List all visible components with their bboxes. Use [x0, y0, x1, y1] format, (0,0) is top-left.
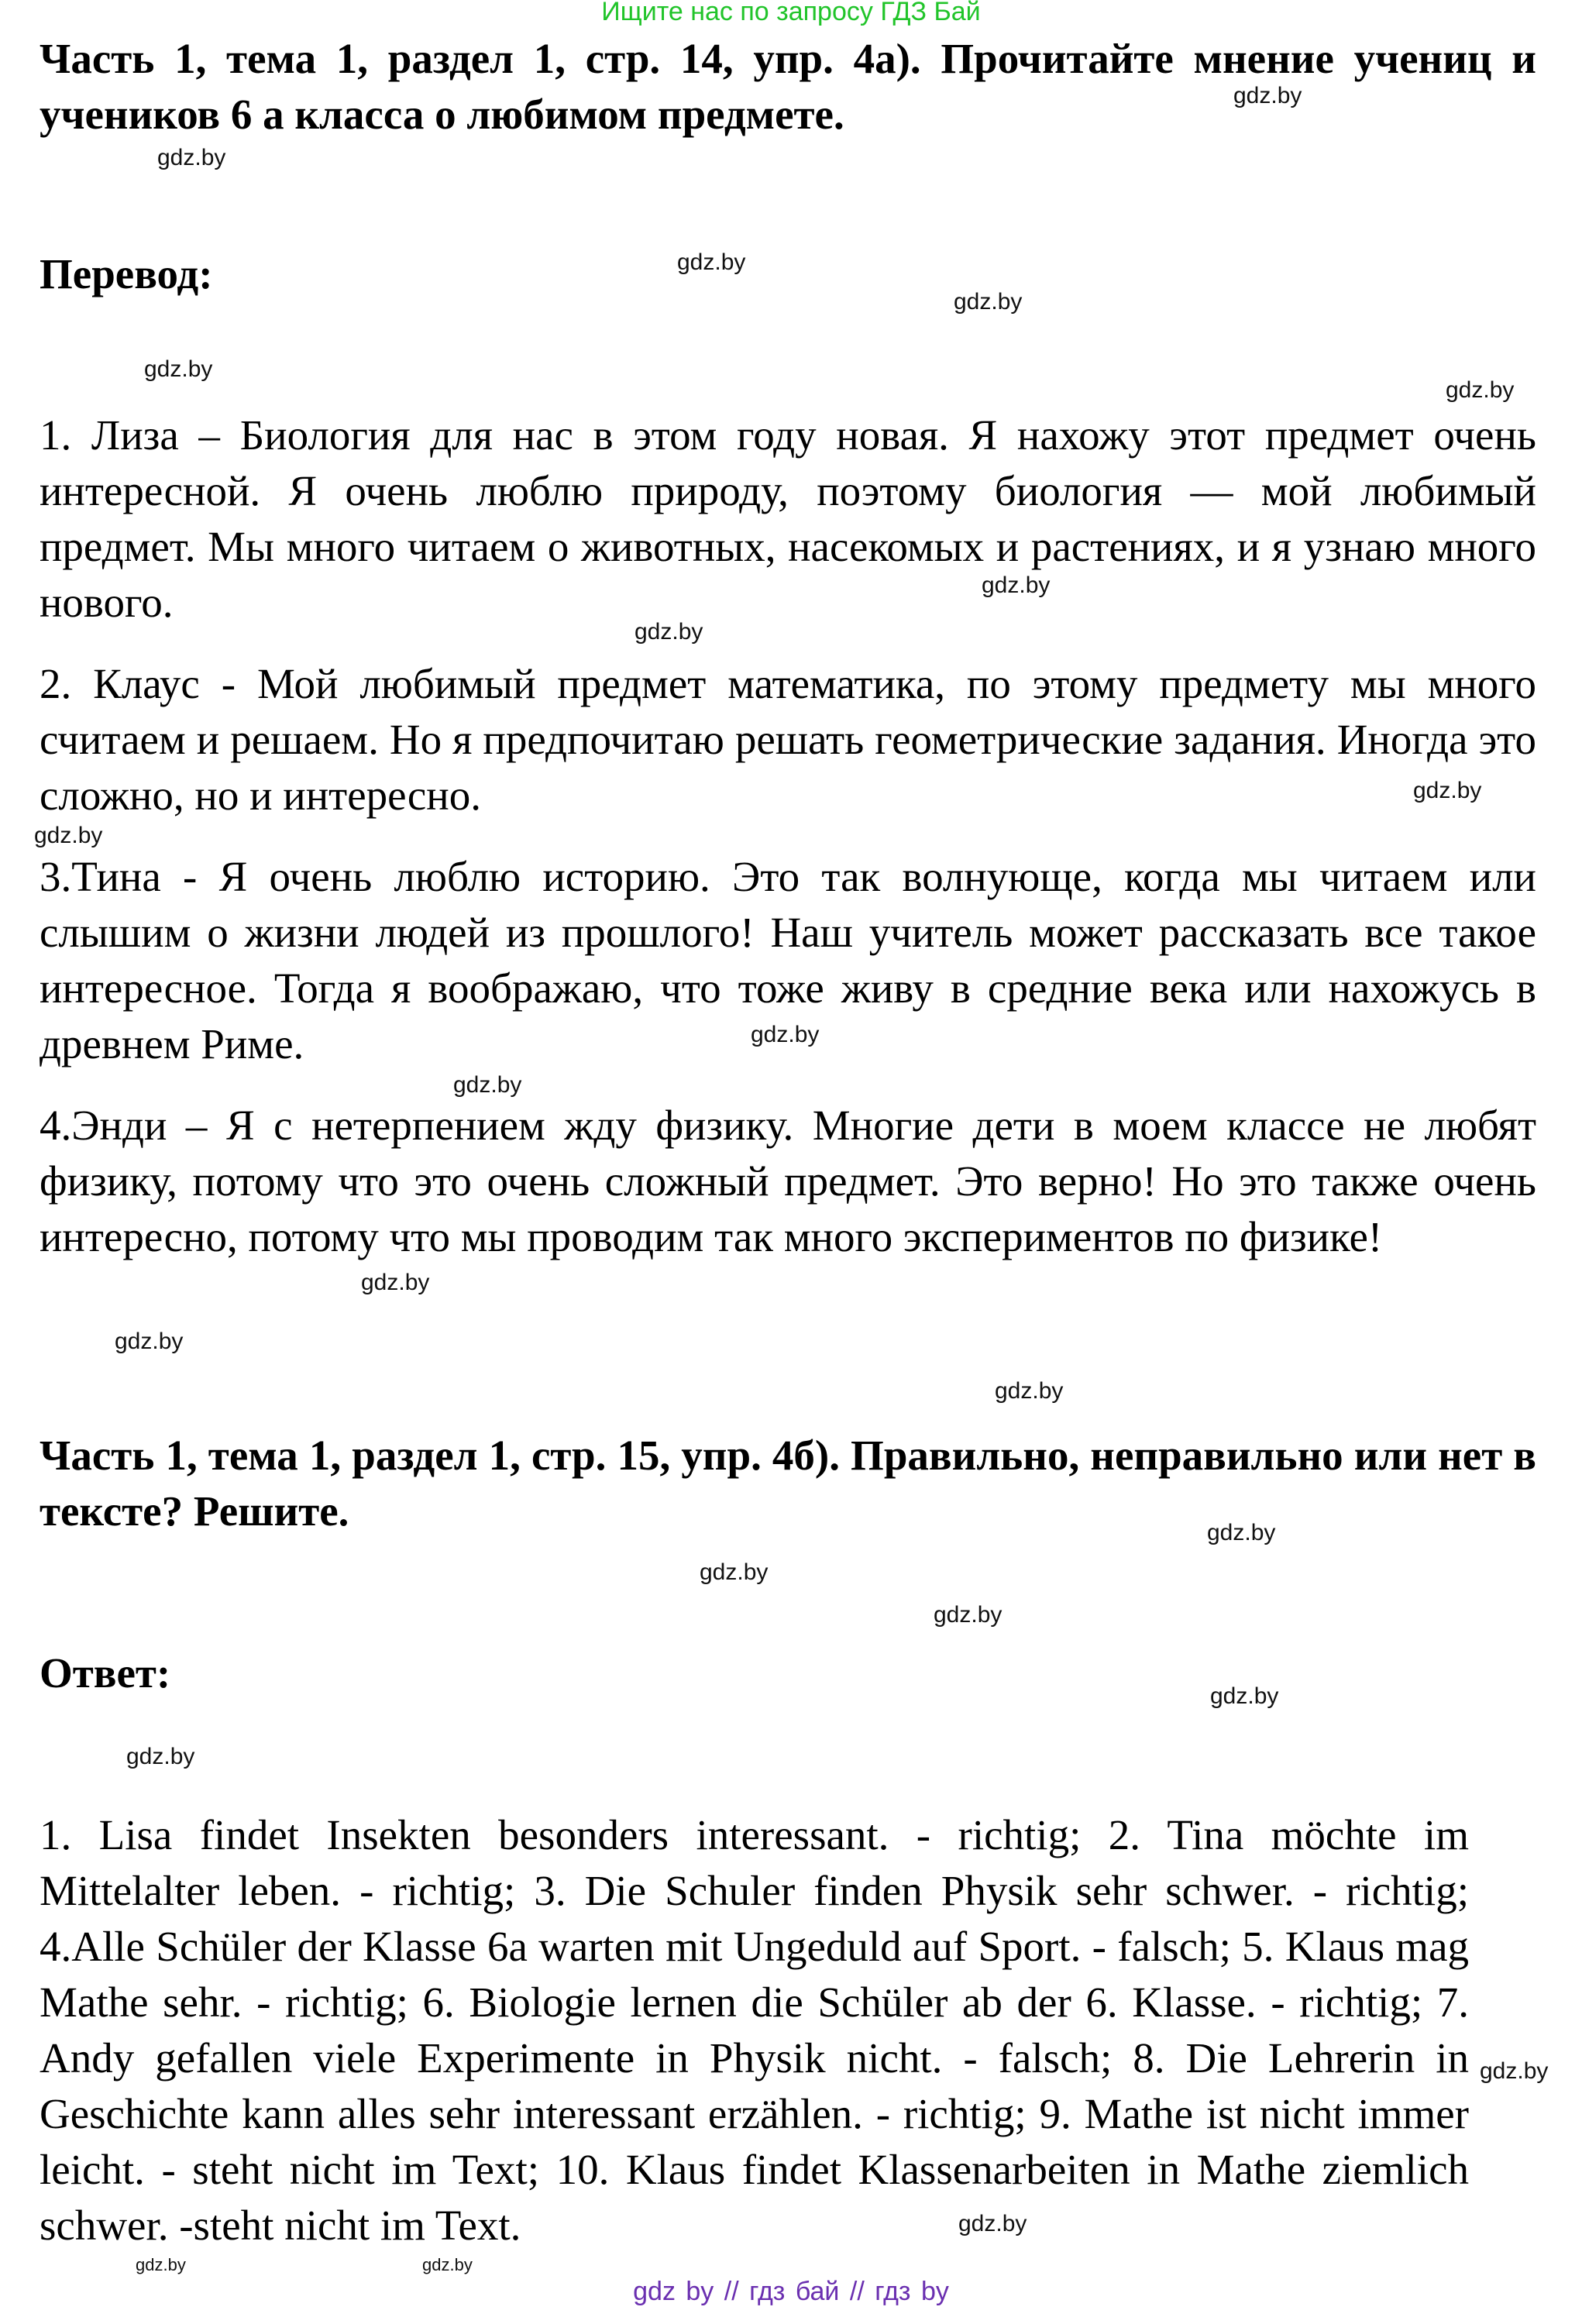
watermark: gdz.by — [144, 356, 213, 382]
watermark: gdz.by — [958, 2211, 1027, 2236]
watermark: gdz.by — [157, 145, 226, 170]
watermark: gdz.by — [677, 249, 746, 275]
watermark: gdz.by — [1207, 1520, 1276, 1545]
watermark: gdz.by — [995, 1378, 1064, 1404]
paragraph-klaus: 2. Клаус - Мой любимый предмет математика, по этому предмету мы много считаем и решаем. Но я предпочитаю решать геометрические задания. Иногда это сложно, но и интересно. — [40, 660, 1536, 819]
translation-label: Перевод: — [40, 250, 213, 297]
watermark: gdz.by — [136, 2255, 186, 2274]
section1-heading: Часть 1, тема 1, раздел 1, стр. 14, упр. 4а). Прочитайте мнение учениц и учеников 6 а класса о любимом предмете. — [40, 35, 1536, 138]
footer-links: gdz by // гдз бай // гдз by — [633, 2277, 949, 2306]
watermark: gdz.by — [1413, 778, 1482, 803]
paragraph-andy: 4.Энди – Я с нетерпением жду физику. Многие дети в моем классе не любят физику, потому что это очень сложный предмет. Это верно! Но это также очень интересно, потому что мы проводим так много экспериментов по физике! — [40, 1102, 1536, 1260]
watermark: gdz.by — [453, 1072, 522, 1098]
watermark: gdz.by — [954, 289, 1023, 315]
watermark: gdz.by — [115, 1329, 184, 1354]
watermark: gdz.by — [700, 1559, 769, 1585]
watermark: gdz.by — [1480, 2058, 1549, 2084]
watermark: gdz.by — [1210, 1683, 1279, 1709]
watermark: gdz.by — [934, 1602, 1003, 1628]
watermark: gdz.by — [982, 572, 1051, 598]
section2-heading: Часть 1, тема 1, раздел 1, стр. 15, упр. 4б). Правильно, неправильно или нет в тексте? Решите. — [40, 1432, 1536, 1535]
watermark: gdz.by — [1446, 377, 1515, 403]
answer-text: 1. Lisa findet Insekten besonders interessant. - richtig; 2. Tina möchte im Mittelalter leben. - richtig; 3. Die Schuler finden Physik sehr schwer. - richtig; 4.Alle Schüler der Klasse 6a warten mit Ungeduld auf Sport. - falsch; 5. Klaus mag Mathe sehr. - richtig; 6. Biologie lernen die Schüler ab der 6. Klasse. - richtig; 7. Andy gefallen viele Experimente in Physik nicht. - falsch; 8. Die Lehrerin in Geschichte kann alles sehr interessant erzählen. - richtig; 9. Mathe ist nicht immer leicht. - steht nicht im Text; 10. Klaus findet Klassenarbeiten in Mathe ziemlich schwer. -steht nicht im Text. — [40, 1811, 1469, 2249]
paragraph-lisa: 1. Лиза – Биология для нас в этом году новая. Я нахожу этот предмет очень интересной. Я очень люблю природу, поэтому биология — мой любимый предмет. Мы много читаем о животных, насекомых и растениях, и я узнаю много нового. — [40, 411, 1536, 626]
watermark: gdz.by — [635, 619, 703, 645]
watermark: gdz.by — [751, 1022, 820, 1047]
watermark: gdz.by — [126, 1744, 195, 1769]
watermark: gdz.by — [1233, 83, 1302, 108]
watermark: gdz.by — [34, 823, 103, 848]
watermark: gdz.by — [422, 2255, 473, 2274]
answer-label: Ответ: — [40, 1649, 171, 1697]
watermark: gdz.by — [361, 1270, 430, 1295]
search-banner: Ищите нас по запросу ГДЗ Бай — [601, 0, 981, 26]
paragraph-tina: 3.Тина - Я очень люблю историю. Это так волнующе, когда мы читаем или слышим о жизни людей из прошлого! Наш учитель может рассказать все такое интересное. Тогда я воображаю, что тоже живу в средние века или нахожусь в древнем Риме. — [40, 853, 1536, 1067]
